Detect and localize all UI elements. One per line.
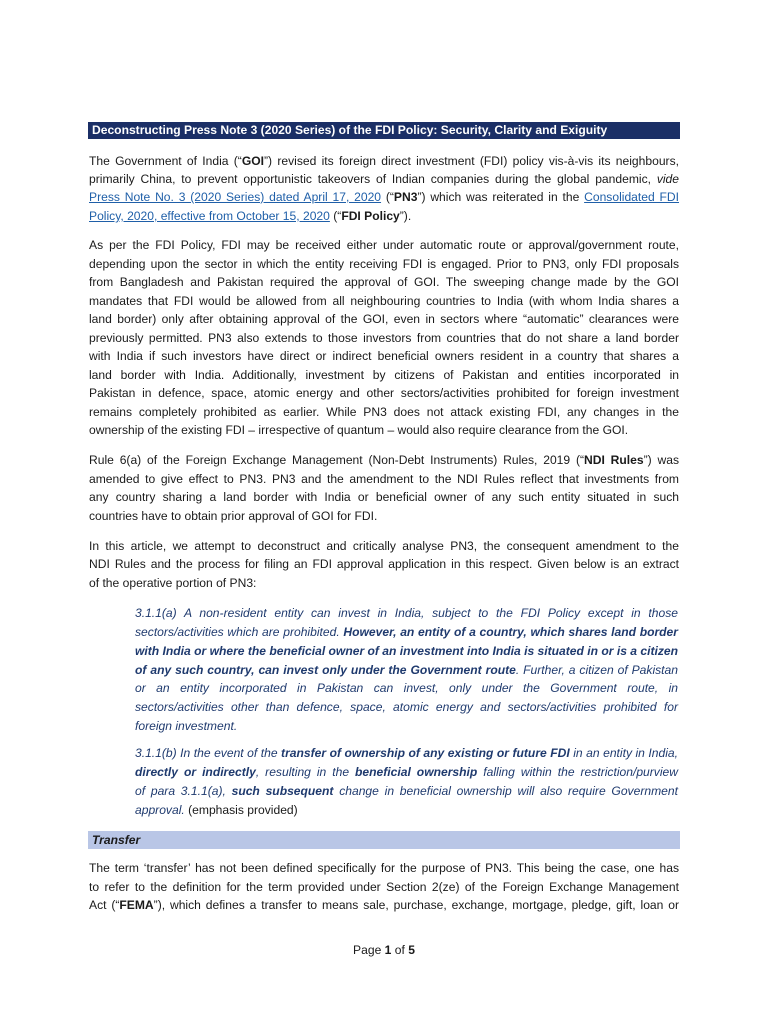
text-span: change in beneficial ownership will also require Government [333,784,678,798]
paragraph-line [89,274,679,290]
text-span: amended to give effect to PN3. PN3 and the amendment to the NDI Rules reflect that investments from [89,472,679,486]
page-number-total: 5 [408,943,415,957]
text-span: previously permitted. PN3 also extends to those investors from countries that do not share a land border [89,331,679,345]
reference-link[interactable]: Consolidated FDI [584,190,679,204]
bold-text: directly or indirectly [135,765,256,779]
paragraph-line [89,189,679,205]
bold-text: transfer of ownership of any existing or future FDI [281,746,570,760]
text-span: (“ [329,209,342,223]
text-span: sectors/activities which are prohibited. [135,625,344,639]
text-span: foreign investment. [135,719,238,733]
quote-line [135,605,678,621]
text-span: In this article, we attempt to deconstruct and critically analyse PN3, the consequent amendment to the [89,539,679,553]
text-span: from Bangladesh and Pakistan required the approval of GOI. The sweeping change made by the GOI [89,275,679,289]
quote-line [135,745,678,761]
text-span: to refer to the definition for the term provided under Section 2(ze) of the Foreign Exchange Management [89,880,679,894]
text-span: in an entity in India, [569,746,678,760]
quote-line [135,662,678,678]
paragraph-line [89,330,679,346]
text-span: any country sharing a land border with India or beneficial owner of any such entity situated in such [89,490,679,504]
page-label-prefix: Page [353,943,385,957]
text-span: of para 3.1.1(a), [135,784,232,798]
text-span: primarily China, to prevent opportunistic takeovers of Indian companies during the global pandemic, [89,172,657,186]
reference-link[interactable]: Policy, 2020, effective from October 15, 2020 [89,209,330,223]
text-span: or an entity incorporated in Pakistan can invest, only under the Government route, in [135,681,678,695]
quote-line [135,699,678,715]
text-span: , resulting in the [255,765,356,779]
text-span: . Further, a citizen of Pakistan [515,663,678,677]
quote-line [135,764,678,780]
text-span: mandates that FDI would be allowed from all neighbouring countries to India (with whom India shares a [89,294,679,308]
bold-text: GOI [241,154,265,168]
paragraph-line [89,471,679,487]
paragraph-line [89,538,679,554]
bold-text: such subsequent [231,784,334,798]
text-span: with India if such investors have direct or indirect beneficial owners resident in a country that shares a [89,349,679,363]
text-span: of the operative portion of PN3: [89,576,257,590]
italic-text: vide [656,172,679,186]
paragraph-line [89,348,679,364]
text-span: approval. [135,803,189,817]
text-span: ”) revised its foreign direct investment (FDI) policy vis-à-vis its neighbours, [264,154,679,168]
quote-line [135,643,678,659]
paragraph-line [89,311,679,327]
section-heading: Transfer [92,833,141,847]
paragraph-line [89,367,679,383]
paragraph-line [89,153,679,169]
text-span: (“ [381,190,394,204]
text-span: ”). [399,209,412,223]
paragraph-line [89,860,679,876]
quote-line [135,680,678,696]
text-span: 3.1.1(b) In the event of the [135,746,282,760]
paragraph-line [89,452,679,468]
bold-text: PN3 [393,190,418,204]
text-span: Pakistan in defence, space, atomic energy and other sectors/activities prohibited for foreign investment [89,386,679,400]
paragraph-line [89,508,679,524]
page-number-current: 1 [384,943,392,957]
text-span: ”) was [643,453,679,467]
text-span: Act (“ [89,898,120,912]
bold-text: with India or where the beneficial owner of an investment into India is situated in or is a citizen [135,644,678,658]
paragraph-line [89,575,679,591]
text-span: Rule 6(a) of the Foreign Exchange Management (Non-Debt Instruments) Rules, 2019 (“ [89,453,585,467]
paragraph-line [89,237,679,253]
text-span: The term ‘transfer’ has not been defined specifically for the purpose of PN3. This being the case, one has [89,861,679,875]
quote-line [135,783,678,799]
paragraph-line [89,256,679,272]
paragraph-line [89,422,679,438]
section-heading-bar [88,831,680,849]
emphasis-note: (emphasis provided) [188,803,298,817]
bold-text: of any such country, can invest only under the Government route [135,663,516,677]
paragraph-line [89,385,679,401]
text-span: countries have to obtain prior approval of GOI for FDI. [89,509,378,523]
text-span: land border) only after obtaining approval of the GOI, even in sectors where “automatic” clearances were [89,312,679,326]
text-span: ”) which was reiterated in the [417,190,585,204]
text-span: As per the FDI Policy, FDI may be received either under automatic route or approval/government route, [89,238,679,252]
text-span: ownership of the existing FDI – irrespective of quantum – would also require clearance from the GOI. [89,423,629,437]
text-span: depending upon the sector in which the entity receiving FDI is engaged. Prior to PN3, only FDI proposals [89,257,679,271]
bold-text: However, an entity of a country, which shares land border [343,625,678,639]
text-span: remains completely prohibited as earlier. While PN3 does not attack existing FDI, any changes in the [89,405,679,419]
paragraph-line [89,489,679,505]
paragraph-line [89,208,679,224]
text-span: land border with India. Additionally, investment by citizens of Pakistan and entities incorporated in [89,368,679,382]
quote-line [135,624,678,640]
paragraph-line [89,293,679,309]
quote-line [135,802,678,818]
bold-text: FEMA [119,898,154,912]
paragraph-line [89,897,679,913]
reference-link[interactable]: Press Note No. 3 (2020 Series) dated April 17, 2020 [89,190,382,204]
paragraph-line [89,404,679,420]
paragraph-line [89,171,679,187]
text-span: 3.1.1(a) A non-resident entity can invest in India, subject to the FDI Policy except in those [135,606,678,620]
text-span: sectors/activities other than defence, space, atomic energy and sectors/activities prohibited for [135,700,678,714]
bold-text: NDI Rules [584,453,644,467]
page-footer [0,942,768,958]
text-span: ”), which defines a transfer to means sale, purchase, exchange, mortgage, pledge, gift, loan or [153,898,679,912]
article-title: Deconstructing Press Note 3 (2020 Series) of the FDI Policy: Security, Clarity and Exiguity [92,123,608,137]
quote-line [135,718,678,734]
paragraph-line [89,556,679,572]
text-span: falling within the restriction/purview [477,765,678,779]
bold-text: beneficial ownership [355,765,478,779]
paragraph-line [89,879,679,895]
text-span: NDI Rules and the process for filing an FDI approval application in this respect. Given below is an extract [89,557,679,571]
article-title-bar [88,122,680,139]
bold-text: FDI Policy [341,209,400,223]
page-label-of: of [391,943,409,957]
text-span: The Government of India (“ [89,154,242,168]
